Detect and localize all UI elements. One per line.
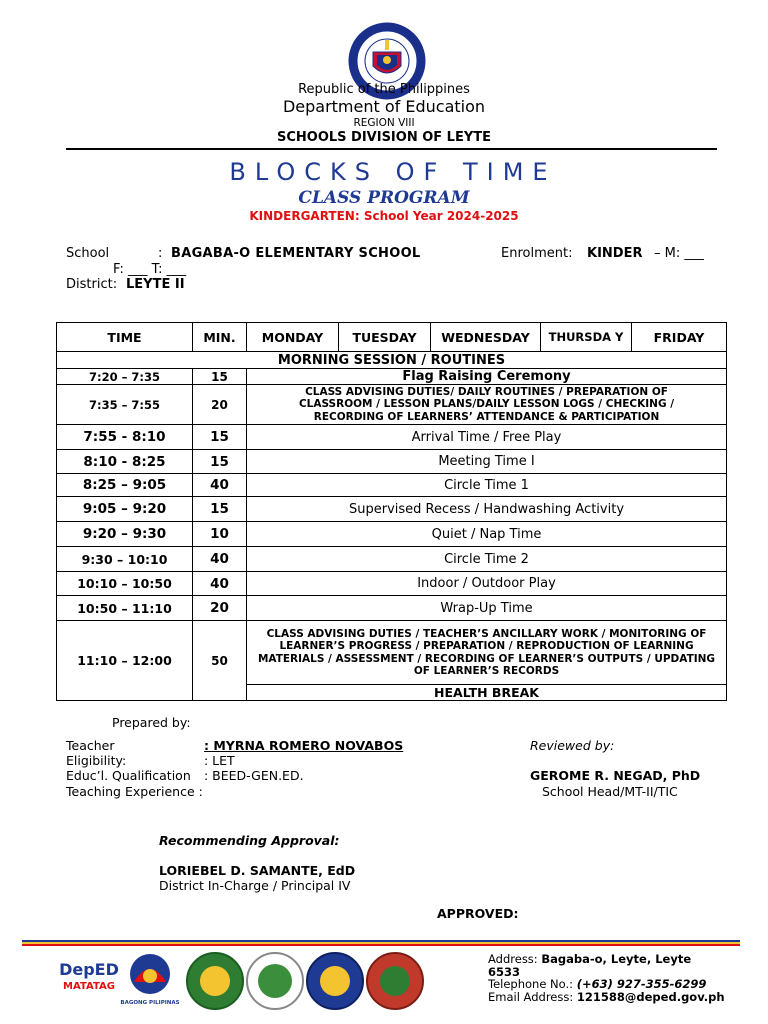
row-min: 15 (193, 425, 247, 450)
enrolment-female-total: F: ___ T: ___ (113, 262, 187, 277)
recommender-title: District In-Charge / Principal IV (159, 878, 351, 893)
school-label: School (66, 246, 110, 261)
table-row (57, 369, 727, 385)
row-time: 10:10 – 10:50 (57, 572, 193, 596)
leyte-ii-district-logo (306, 952, 364, 1010)
row-activity: CLASS ADVISING DUTIES / TEACHER’S ANCILLARY WORK / MONITORING OF LEARNER’S PROGRESS / PREPARATION / REPRODUCTION OF LEARNING MATERIALS / ASSESSMENT / RECORDING OF LEARNER’S OUTPUTS / UPDATING OF LEARNER’S RECORDS (247, 621, 727, 685)
reviewed-by-label: Reviewed by: (530, 738, 615, 753)
row-min: 15 (193, 369, 247, 385)
table-row (57, 596, 727, 621)
enrolment-label: Enrolment: (501, 246, 573, 261)
table-row (57, 425, 727, 450)
row-min: 10 (193, 522, 247, 547)
recommending-label: Recommending Approval: (159, 833, 340, 848)
row-min: 15 (193, 497, 247, 522)
header-thursday: THURSDA Y (541, 323, 632, 352)
footer-telephone (488, 977, 706, 991)
row-time: 7:55 - 8:10 (57, 425, 193, 450)
row-activity: Quiet / Nap Time (247, 522, 727, 547)
schools-division-leyte-logo (246, 952, 304, 1010)
row-activity: Supervised Recess / Handwashing Activity (247, 497, 727, 522)
row-time: 9:05 – 9:20 (57, 497, 193, 522)
table-row (57, 547, 727, 572)
deped-wordmark: DepED (59, 960, 119, 979)
row-activity: CLASS ADVISING DUTIES/ DAILY ROUTINES / PREPARATION OF CLASSROOM / LESSON PLANS/DAILY LESSON LOGS / CHECKING / RECORDING OF LEARNERS’ ATTENDANCE & PARTICIPATION (247, 385, 727, 425)
table-row (57, 474, 727, 497)
row-activity: Flag Raising Ceremony (247, 369, 727, 385)
footer-stripe-red (22, 944, 740, 946)
row-time: 9:30 – 10:10 (57, 547, 193, 572)
address-value: Bagaba-o, Leyte, Leyte (541, 952, 692, 966)
eligibility-label: Eligibility: (66, 753, 127, 768)
row-min: 40 (193, 474, 247, 497)
region-seal-logo (186, 952, 244, 1010)
header-min: MIN. (193, 323, 247, 352)
republic-line: Republic of the Philippines (298, 82, 470, 97)
division-line: SCHOOLS DIVISION OF LEYTE (276, 130, 492, 145)
matatag-wordmark: MATATAG (63, 981, 115, 992)
page-subtitle: CLASS PROGRAM (298, 188, 470, 208)
district-value: LEYTE II (126, 277, 185, 292)
address-label: Address: (488, 952, 538, 966)
bagaba-o-es-logo (366, 952, 424, 1010)
row-min: 40 (193, 547, 247, 572)
recommender-name: LORIEBEL D. SAMANTE, EdD (159, 863, 356, 878)
qualification-value: : BEED-GEN.ED. (204, 768, 304, 783)
enrolment-value: KINDER (587, 246, 643, 261)
row-min: 50 (193, 621, 247, 701)
row-min: 15 (193, 450, 247, 474)
row-time: 8:10 - 8:25 (57, 450, 193, 474)
email-value: 121588@deped.gov.ph (576, 990, 725, 1004)
deped-matatag-logo (58, 960, 120, 1004)
row-activity: Circle Time 2 (247, 547, 727, 572)
row-min: 40 (193, 572, 247, 596)
header-wednesday: WEDNESDAY (431, 323, 541, 352)
table-header-row (57, 323, 727, 352)
reviewer-title: School Head/MT-II/TIC (542, 784, 678, 799)
row-time: 7:20 – 7:35 (57, 369, 193, 385)
header-time: TIME (57, 323, 193, 352)
experience-label: Teaching Experience : (66, 784, 203, 799)
school-value: BAGABA-O ELEMENTARY SCHOOL (171, 246, 421, 261)
email-label: Email Address: (488, 990, 574, 1004)
telephone-value: (+63) 927-355-6299 (576, 977, 707, 991)
footer-address (488, 952, 691, 966)
district-label: District: (66, 277, 118, 292)
table-row (57, 522, 727, 547)
row-activity: Arrival Time / Free Play (247, 425, 727, 450)
page-title: BLOCKS OF TIME (229, 158, 557, 186)
prepared-by-label: Prepared by: (112, 715, 191, 730)
row-time: 8:25 – 9:05 (57, 474, 193, 497)
session-title: MORNING SESSION / ROUTINES (57, 352, 727, 369)
row-time: 10:50 – 11:10 (57, 596, 193, 621)
teacher-label: Teacher (66, 738, 115, 753)
enrolment-male: – M: ___ (654, 246, 704, 261)
health-break: HEALTH BREAK (247, 685, 727, 701)
row-time: 11:10 – 12:00 (57, 621, 193, 701)
header-monday: MONDAY (247, 323, 339, 352)
eligibility-value: : LET (204, 753, 235, 768)
qualification-label: Educ’l. Qualification (66, 768, 191, 783)
telephone-label: Telephone No.: (488, 977, 574, 991)
bagong-pilipinas-text: BAGONG PILIPINAS (120, 1000, 180, 1006)
session-row (57, 352, 727, 369)
region-line: REGION VIII (353, 117, 415, 129)
footer-zip: 6533 (488, 965, 521, 979)
school-year-line: KINDERGARTEN: School Year 2024-2025 (249, 209, 519, 223)
table-row (57, 385, 727, 425)
bagong-pilipinas-logo (120, 952, 180, 1006)
table-row (57, 621, 727, 685)
row-min: 20 (193, 385, 247, 425)
row-min: 20 (193, 596, 247, 621)
table-row (57, 497, 727, 522)
table-row (57, 450, 727, 474)
table-row (57, 572, 727, 596)
approved-label: APPROVED: (437, 906, 519, 921)
header-tuesday: TUESDAY (339, 323, 431, 352)
school-sep: : (158, 246, 163, 261)
row-activity: Indoor / Outdoor Play (247, 572, 727, 596)
row-activity: Circle Time 1 (247, 474, 727, 497)
row-time: 9:20 – 9:30 (57, 522, 193, 547)
row-activity: Meeting Time I (247, 450, 727, 474)
teacher-name: : MYRNA ROMERO NOVABOS (204, 738, 404, 753)
header-divider (66, 148, 717, 150)
row-activity: Wrap-Up Time (247, 596, 727, 621)
department-line: Department of Education (282, 97, 486, 116)
footer-email (488, 990, 725, 1004)
schedule-table (56, 322, 727, 701)
row-time: 7:35 – 7:55 (57, 385, 193, 425)
header-friday: FRIDAY (632, 323, 727, 352)
reviewer-name: GEROME R. NEGAD, PhD (530, 768, 701, 783)
